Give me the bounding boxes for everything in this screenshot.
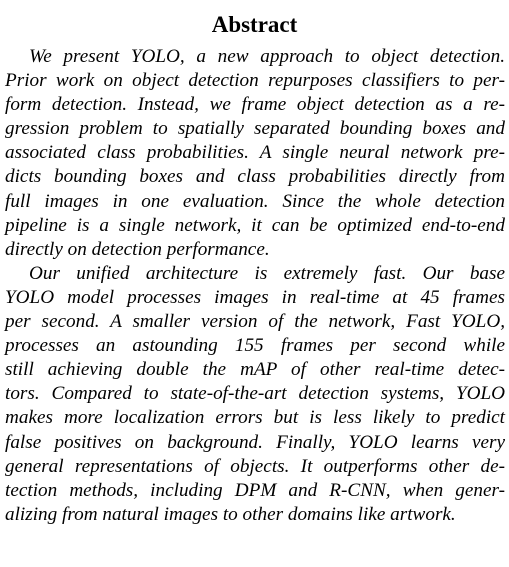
text-line: dicts bounding boxes and class probabilities directly from: [5, 166, 505, 188]
paragraph-2: [5, 262, 505, 527]
text-line: Prior work on object detection repurposes classifiers to per-: [5, 70, 505, 92]
text-line: gression problem to spatially separated bounding boxes and: [5, 118, 505, 140]
text-line: per second. A smaller version of the network, Fast YOLO,: [5, 311, 505, 333]
text-line: pipeline is a single network, it can be optimized end-to-end: [5, 214, 505, 236]
text-line: directly on detection performance.: [5, 238, 270, 260]
abstract-body: [5, 45, 505, 527]
text-line: general representations of objects. It outperforms other de-: [5, 455, 505, 477]
paragraph-1: [5, 45, 505, 262]
text-line: tors. Compared to state-of-the-art detection systems, YOLO: [5, 383, 505, 405]
text-line: still achieving double the mAP of other real-time detec-: [5, 359, 505, 381]
text-line: false positives on background. Finally, YOLO learns very: [5, 431, 505, 453]
text-line: full images in one evaluation. Since the whole detection: [5, 190, 505, 212]
text-line: alizing from natural images to other domains like artwork.: [5, 503, 456, 525]
text-line: tection methods, including DPM and R-CNN, when gener-: [5, 479, 505, 501]
text-line: YOLO model processes images in real-time at 45 frames: [5, 286, 505, 308]
text-line: We present YOLO, a new approach to object detection.: [29, 46, 505, 67]
text-line: Our unified architecture is extremely fast. Our base: [29, 262, 505, 284]
text-line: associated class probabilities. A single neural network pre-: [5, 142, 505, 164]
abstract-heading: Abstract: [211, 12, 298, 37]
text-line: makes more localization errors but is less likely to predict: [5, 407, 505, 429]
text-line: processes an astounding 155 frames per second while: [5, 335, 505, 357]
text-line: form detection. Instead, we frame object detection as a re-: [5, 94, 505, 116]
